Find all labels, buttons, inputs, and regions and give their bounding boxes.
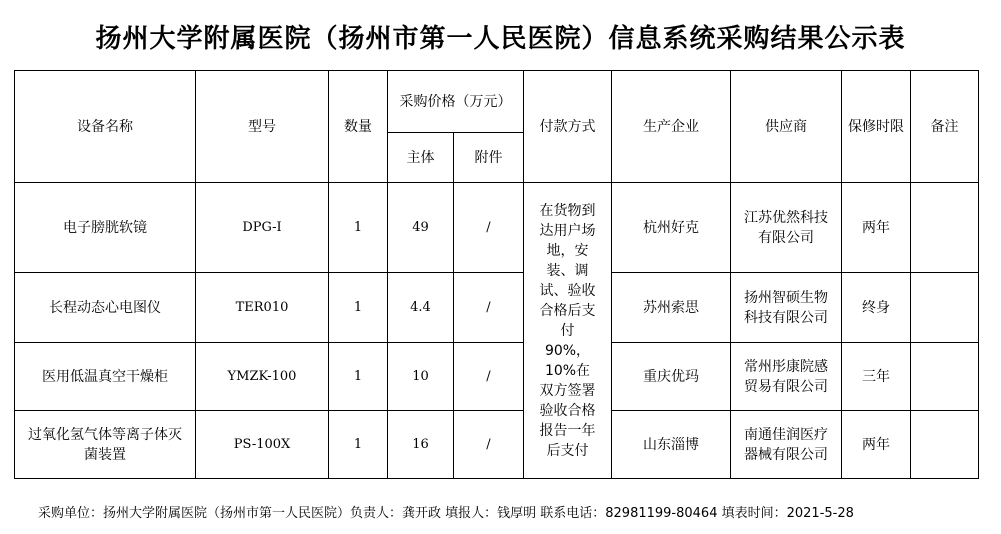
table-row [15, 273, 979, 343]
cell-price-attach: / [454, 411, 524, 479]
cell-qty: 1 [329, 411, 388, 479]
header-supplier: 供应商 [731, 71, 842, 183]
header-name: 设备名称 [15, 71, 196, 183]
header-qty: 数量 [329, 71, 388, 183]
cell-warranty: 两年 [842, 411, 911, 479]
procurement-table [14, 70, 979, 479]
cell-name: 电子膀胱软镜 [15, 183, 196, 273]
cell-price-main: 4.4 [388, 273, 454, 343]
cell-supplier: 南通佳润医疗器械有限公司 [731, 411, 842, 479]
cell-note [911, 183, 979, 273]
header-note: 备注 [911, 71, 979, 183]
cell-note [911, 343, 979, 411]
header-price-group: 采购价格（万元） [388, 71, 524, 133]
cell-maker: 重庆优玛 [612, 343, 731, 411]
cell-model: TER010 [196, 273, 329, 343]
cell-maker: 山东淄博 [612, 411, 731, 479]
cell-price-main: 10 [388, 343, 454, 411]
cell-name: 医用低温真空干燥柜 [15, 343, 196, 411]
cell-supplier: 江苏优然科技有限公司 [731, 183, 842, 273]
cell-note [911, 411, 979, 479]
header-maker: 生产企业 [612, 71, 731, 183]
header-payment: 付款方式 [524, 71, 612, 183]
cell-supplier: 扬州智硕生物科技有限公司 [731, 273, 842, 343]
table-row [15, 411, 979, 479]
cell-warranty: 三年 [842, 343, 911, 411]
cell-model: YMZK-100 [196, 343, 329, 411]
payment-terms-text: 在货物到达用户场地，安装、调试、验收合格后支付 90%，10%在双方签署验收合格报告一年后支付 [539, 202, 596, 459]
cell-warranty: 两年 [842, 183, 911, 273]
cell-supplier: 常州彤康院感贸易有限公司 [731, 343, 842, 411]
cell-price-main: 16 [388, 411, 454, 479]
table-row [15, 183, 979, 273]
cell-price-main: 49 [388, 183, 454, 273]
footer-info: 采购单位：扬州大学附属医院（扬州市第一人民医院）负责人：龚开政 填报人：钱厚明 联系电话：82981199-80464 填表时间：2021-5-28 [38, 506, 854, 521]
cell-name: 长程动态心电图仪 [15, 273, 196, 343]
header-model: 型号 [196, 71, 329, 183]
header-warranty: 保修时限 [842, 71, 911, 183]
cell-qty: 1 [329, 343, 388, 411]
cell-maker: 苏州索思 [612, 273, 731, 343]
cell-price-attach: / [454, 343, 524, 411]
cell-payment-terms [524, 183, 612, 479]
cell-price-attach: / [454, 183, 524, 273]
cell-maker: 杭州好克 [612, 183, 731, 273]
page-title: 扬州大学附属医院（扬州市第一人民医院）信息系统采购结果公示表 [95, 24, 906, 54]
header-price-attach: 附件 [454, 133, 524, 183]
cell-warranty: 终身 [842, 273, 911, 343]
cell-price-attach: / [454, 273, 524, 343]
cell-model: PS-100X [196, 411, 329, 479]
cell-qty: 1 [329, 273, 388, 343]
cell-name: 过氧化氢气体等离子体灭菌装置 [15, 411, 196, 479]
header-price-main: 主体 [388, 133, 454, 183]
cell-note [911, 273, 979, 343]
cell-model: DPG-Ⅰ [196, 183, 329, 273]
table-row [15, 343, 979, 411]
cell-qty: 1 [329, 183, 388, 273]
